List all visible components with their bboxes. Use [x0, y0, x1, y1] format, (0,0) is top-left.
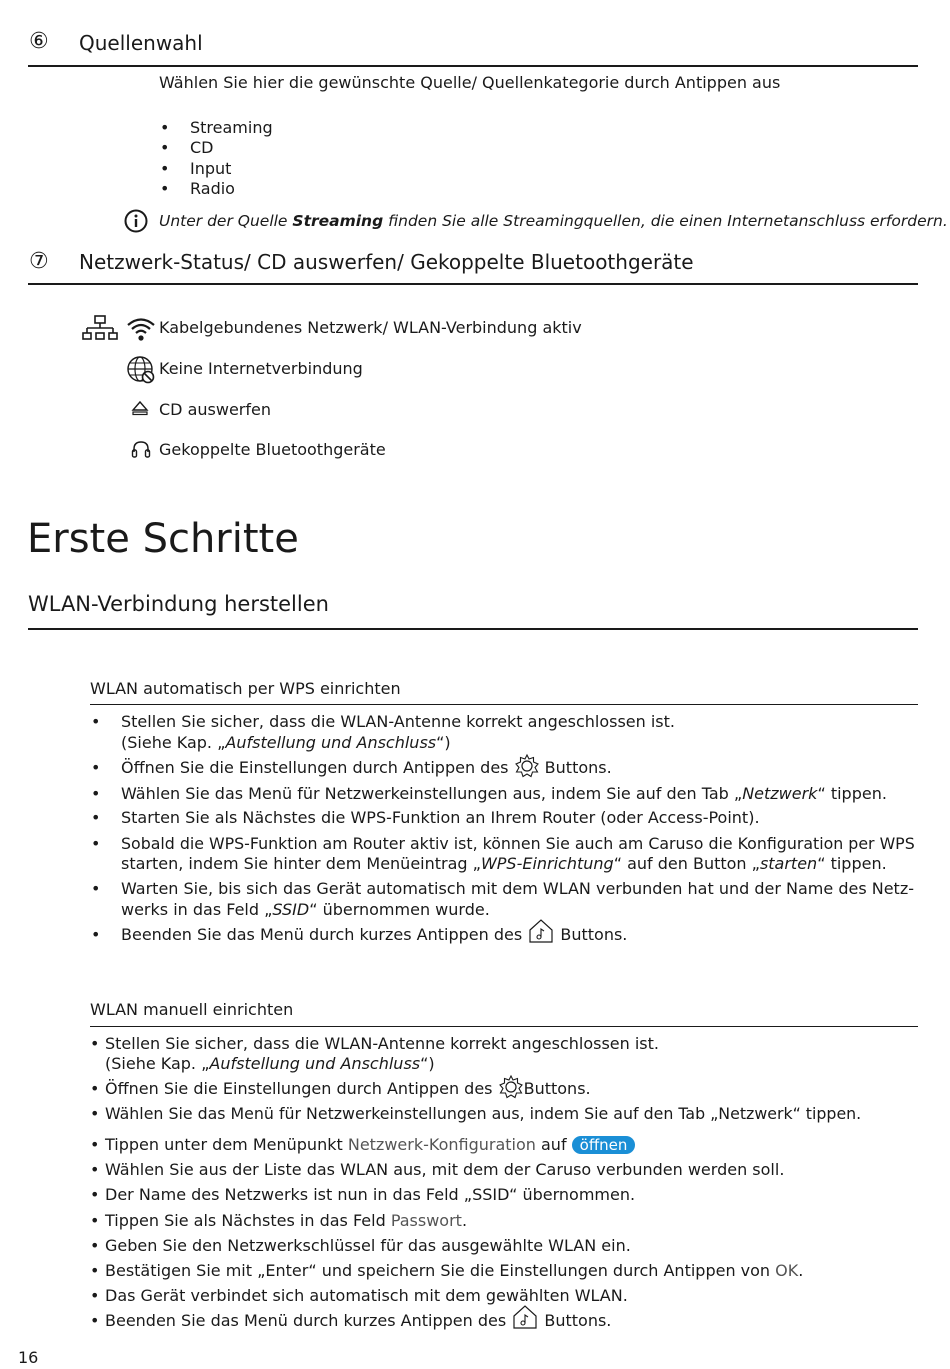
list-item-continued: (Siehe Kap. „Aufstellung und Anschluss“) [121, 733, 451, 752]
list-item: Wählen Sie das Menü für Netzwerkeinstellungen aus, indem Sie auf den Tab „Netzwerk“ tippen. [105, 1104, 862, 1123]
section-title: Quellenwahl [79, 31, 203, 55]
list-item-continued: werks in das Feld „SSID“ übernommen wurde. [121, 900, 490, 919]
list-item: Bestätigen Sie mit „Enter“ und speichern Sie die Einstellungen durch Antippen von OK. [105, 1261, 804, 1280]
page-heading: Erste Schritte [27, 516, 299, 562]
gear-icon [514, 753, 540, 779]
no-internet-icon [126, 355, 156, 385]
divider [90, 704, 918, 705]
bullet: • [90, 1135, 100, 1154]
section-number: ⑥ [29, 29, 49, 54]
list-item: Wählen Sie aus der Liste das WLAN aus, mit dem der Caruso verbunden werden soll. [105, 1160, 785, 1179]
list-item: Stellen Sie sicher, dass die WLAN-Antenne korrekt angeschlossen ist. [105, 1034, 659, 1053]
page-number: 16 [18, 1348, 39, 1367]
status-label: CD auswerfen [159, 400, 271, 419]
open-button-illustration: öffnen [572, 1136, 636, 1154]
list-item: Der Name des Netzwerks ist nun in das Feld „SSID“ übernommen. [105, 1185, 636, 1204]
bullet: • [160, 179, 170, 198]
bullet: • [91, 925, 101, 944]
note-text: Unter der Quelle Streaming finden Sie alle Streamingquellen, die einen Internetanschluss erfordern. [159, 212, 948, 230]
intro-text: Wählen Sie hier die gewünschte Quelle/ Quellenkategorie durch Antippen aus [159, 73, 781, 92]
list-item-continued: (Siehe Kap. „Aufstellung und Anschluss“) [105, 1054, 435, 1073]
bullet: • [160, 118, 170, 137]
bullet: • [90, 1286, 100, 1305]
page-subheading: WLAN-Verbindung herstellen [28, 592, 329, 616]
bullet: • [90, 1104, 100, 1123]
headphones-icon [131, 440, 151, 458]
bullet: • [91, 758, 101, 777]
wifi-icon [126, 316, 156, 342]
status-label: Keine Internetverbindung [159, 359, 363, 378]
list-item: Das Gerät verbindet sich automatisch mit dem gewählten WLAN. [105, 1286, 628, 1305]
list-item: Warten Sie, bis sich das Gerät automatisch mit dem WLAN verbunden hat und der Name des Netz- [121, 879, 914, 898]
bullet: • [90, 1160, 100, 1179]
divider [28, 628, 918, 630]
list-item: CD [190, 138, 214, 157]
list-item: Tippen unter dem Menüpunkt Netzwerk-Konfiguration auf öffnen [105, 1135, 635, 1155]
bullet: • [90, 1211, 100, 1230]
list-item: Stellen Sie sicher, dass die WLAN-Antenne korrekt angeschlossen ist. [121, 712, 675, 731]
list-item-continued: starten, indem Sie hinter dem Menüeintrag „WPS-Einrichtung“ auf den Button „starten“ tippen. [121, 854, 887, 873]
section-number: ⑦ [29, 249, 49, 274]
bullet: • [91, 834, 101, 853]
status-label: Gekoppelte Bluetoothgeräte [159, 440, 386, 459]
divider [28, 283, 918, 285]
bullet: • [91, 879, 101, 898]
list-item: Wählen Sie das Menü für Netzwerkeinstellungen aus, indem Sie auf den Tab „Netzwerk“ tippen. [121, 784, 887, 803]
list-item: Sobald die WPS-Funktion am Router aktiv ist, können Sie auch am Caruso die Konfiguration per WPS [121, 834, 915, 853]
list-item: Tippen Sie als Nächstes in das Feld Passwort. [105, 1211, 468, 1230]
wired-network-icon [82, 315, 118, 341]
info-icon [124, 209, 148, 233]
bullet: • [90, 1311, 100, 1330]
home-icon [511, 1303, 539, 1331]
eject-icon [131, 400, 149, 416]
bullet: • [90, 1079, 100, 1098]
bullet: • [91, 784, 101, 803]
gear-icon [498, 1074, 524, 1100]
list-item: Geben Sie den Netzwerkschlüssel für das ausgewählte WLAN ein. [105, 1236, 631, 1255]
list-item: Öffnen Sie die Einstellungen durch Antippen des Buttons. [121, 758, 612, 779]
subsection-title: WLAN automatisch per WPS einrichten [90, 679, 401, 698]
list-item: Input [190, 159, 232, 178]
list-item: Beenden Sie das Menü durch kurzes Antippen des Buttons. [105, 1311, 611, 1331]
bullet: • [90, 1034, 100, 1053]
bullet: • [90, 1261, 100, 1280]
list-item: Radio [190, 179, 235, 198]
bullet: • [160, 159, 170, 178]
bullet: • [91, 712, 101, 731]
home-icon [527, 917, 555, 945]
divider [28, 65, 918, 67]
bullet: • [160, 138, 170, 157]
bullet: • [90, 1236, 100, 1255]
list-item: Starten Sie als Nächstes die WPS-Funktion an Ihrem Router (oder Access-Point). [121, 808, 760, 827]
bullet: • [90, 1185, 100, 1204]
section-title: Netzwerk-Status/ CD auswerfen/ Gekoppelte Bluetoothgeräte [79, 250, 694, 274]
list-item: Beenden Sie das Menü durch kurzes Antippen des Buttons. [121, 925, 627, 945]
list-item: Öffnen Sie die Einstellungen durch Antippen des Buttons. [105, 1079, 591, 1100]
subsection-title: WLAN manuell einrichten [90, 1000, 294, 1019]
status-label: Kabelgebundenes Netzwerk/ WLAN-Verbindung aktiv [159, 318, 582, 337]
list-item: Streaming [190, 118, 273, 137]
divider [90, 1026, 918, 1027]
bullet: • [91, 808, 101, 827]
